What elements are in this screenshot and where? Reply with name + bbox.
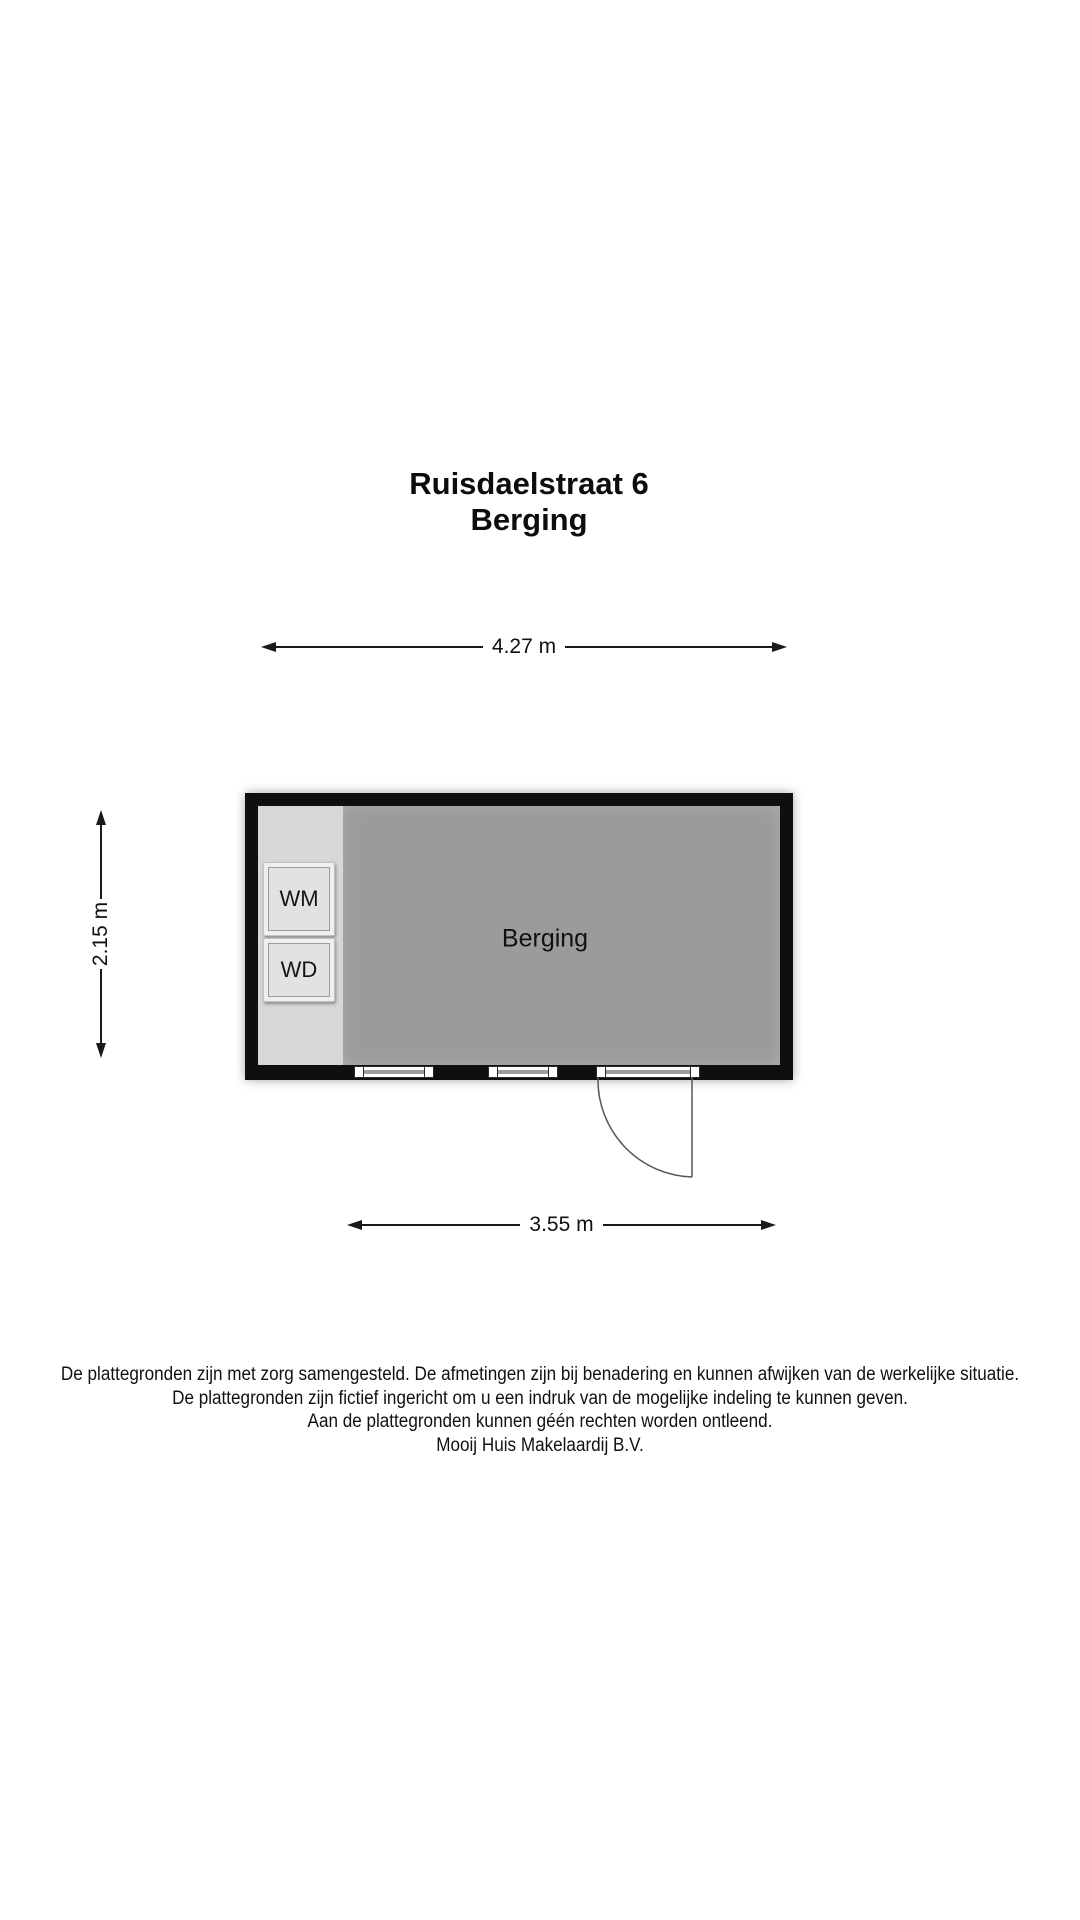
dryer-label: WD [268, 943, 330, 997]
dimension-line [603, 1224, 761, 1226]
door-panel [606, 1067, 690, 1077]
arrowhead-left-icon [347, 1220, 362, 1230]
disclaimer [54, 1363, 1026, 1457]
dimension-line [362, 1224, 520, 1226]
door-frame-end [690, 1067, 699, 1077]
title-address: Ruisdaelstraat 6 [409, 466, 649, 501]
dimension-bottom [347, 1213, 776, 1237]
room-label: Berging [501, 924, 589, 953]
title-floor: Berging [470, 502, 588, 537]
floorplan-drawing [245, 793, 793, 1080]
dimension-line [565, 646, 772, 648]
disclaimer-line: De plattegronden zijn met zorg samengesteld. De afmetingen zijn bij benadering en kunnen afwijken van de werkelijke situatie. [60, 1364, 1020, 1385]
dimension-bottom-label: 3.55 m [529, 1213, 594, 1236]
arrowhead-up-icon [96, 810, 106, 825]
dimension-line [100, 969, 102, 1043]
window-glass [364, 1067, 424, 1077]
dimension-top-label: 4.27 m [491, 635, 557, 658]
window-frame-end [355, 1067, 364, 1077]
washing-machine-label: WM [268, 867, 330, 931]
door-frame-end [597, 1067, 606, 1077]
window-frame-end [489, 1067, 498, 1077]
window-frame-end [424, 1067, 433, 1077]
disclaimer-line: Mooij Huis Makelaardij B.V. [436, 1434, 644, 1456]
door-swing-icon [595, 1077, 695, 1181]
dimension-left-label: 2.15 m [89, 901, 113, 967]
floorplan-interior [258, 806, 780, 1065]
dimension-top [261, 635, 787, 659]
dimension-line [100, 825, 102, 899]
dimension-line [276, 646, 483, 648]
arrowhead-left-icon [261, 642, 276, 652]
window [354, 1066, 434, 1078]
dryer [263, 938, 335, 1002]
window-frame-end [548, 1067, 557, 1077]
arrowhead-right-icon [772, 642, 787, 652]
disclaimer-line: De plattegronden zijn fictief ingericht om u een indruk van de mogelijke indeling te kunnen geven. [172, 1387, 908, 1409]
window-glass [498, 1067, 548, 1077]
window [488, 1066, 558, 1078]
dimension-left [89, 810, 113, 1058]
disclaimer-line: Aan de plattegronden kunnen géén rechten worden ontleend. [307, 1411, 773, 1432]
page-title [0, 466, 1058, 538]
washing-machine [263, 862, 335, 936]
arrowhead-down-icon [96, 1043, 106, 1058]
dimension-left-label-box [89, 899, 113, 969]
arrowhead-right-icon [761, 1220, 776, 1230]
